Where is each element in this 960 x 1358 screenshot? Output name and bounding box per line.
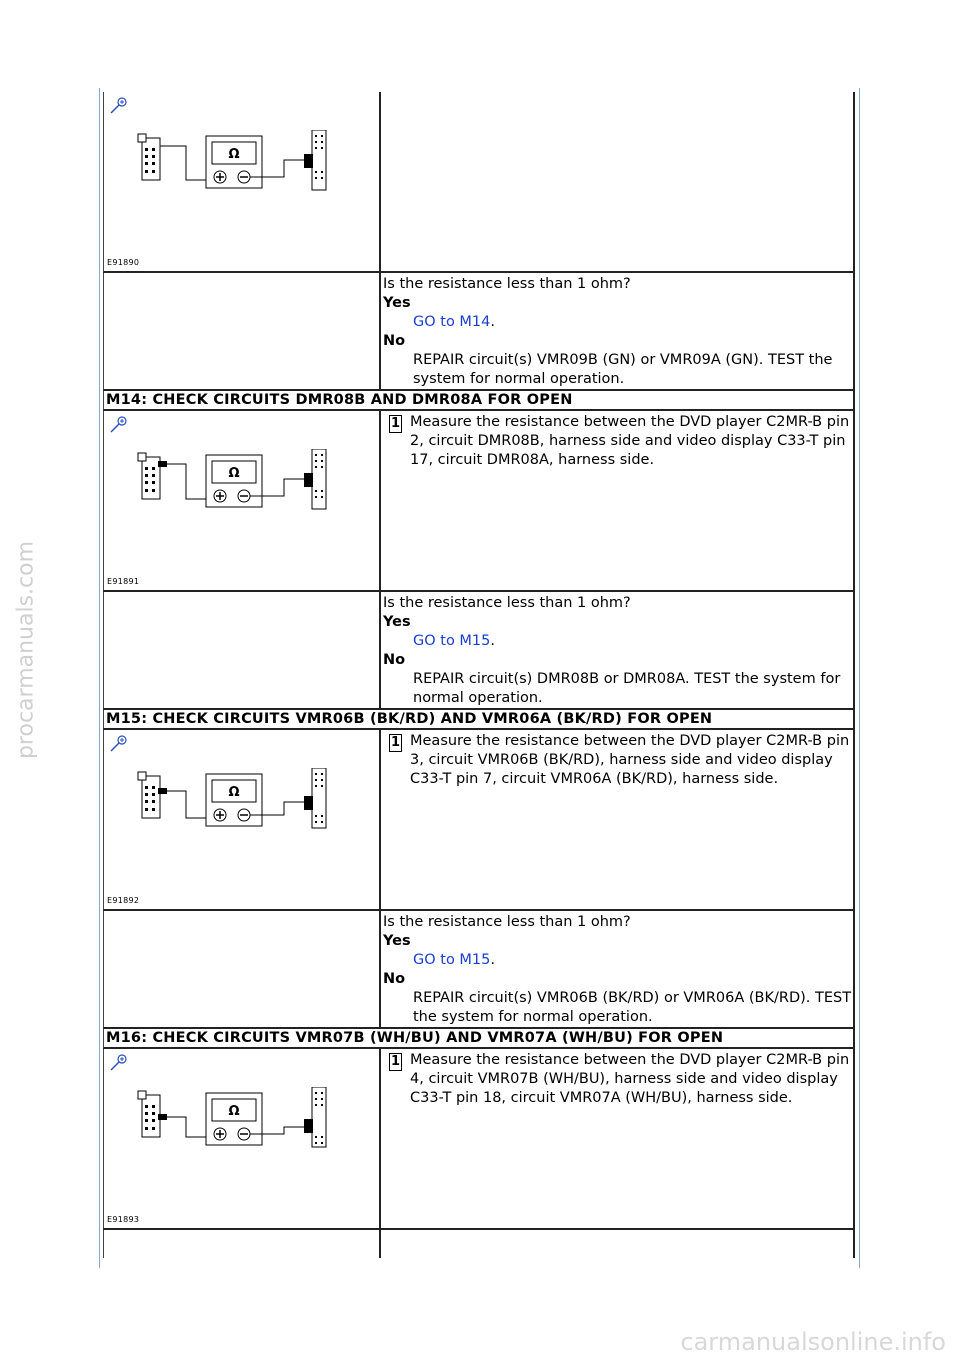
image-row [103,1049,855,1230]
step-cell [381,730,855,911]
yes-label: Yes [383,933,411,949]
figure-cell [103,411,381,592]
multimeter-diagram [136,130,346,205]
question-text: Is the resistance less than 1 ohm? [383,595,631,611]
figure-cell [103,92,381,273]
figure-cell [103,1049,381,1230]
watermark-text: procarmanuals.com [13,540,39,760]
image-row [103,92,855,273]
footer-watermark: carmanualsonline.info [680,1328,946,1356]
no-action: REPAIR circuit(s) VMR06B (BK/RD) or VMR06A (BK/RD). TEST the system for normal operation. [413,990,852,1025]
frame-left-line [99,88,100,1268]
step-number: 1 [390,735,401,750]
zoom-icon[interactable] [108,415,128,435]
answer-cell [381,273,855,391]
step-text: Measure the resistance between the DVD player C2MR-B pin 3, circuit VMR06B (BK/RD), harness side and video display C33-T pin 7, circuit VMR06A (BK/RD), harness side. [410,733,850,787]
step-item [383,732,853,789]
question-text: Is the resistance less than 1 ohm? [383,276,631,292]
multimeter-diagram [136,449,346,524]
answer-row [103,911,855,1029]
figure-id: E91893 [107,1215,140,1224]
svg-text:Ω: Ω [228,466,240,481]
figure-id: E91892 [107,896,140,905]
answer-row [103,592,855,710]
frame-right-line [859,88,860,1268]
empty-cell [103,273,381,391]
step-cell [381,92,855,273]
yes-action: GO to M14. [413,314,495,330]
step-item [383,413,853,470]
no-action: REPAIR circuit(s) DMR08B or DMR08A. TEST the system for normal operation. [413,671,841,706]
empty-cell [103,592,381,710]
answer-cell [381,911,855,1029]
step-number: 1 [390,416,401,431]
yes-action: GO to M15. [413,952,495,968]
section-heading: M15: CHECK CIRCUITS VMR06B (BK/RD) AND VMR06A (BK/RD) FOR OPEN [103,710,855,730]
procedure-table [103,92,855,1258]
svg-text:Ω: Ω [228,147,240,162]
step-text: Measure the resistance between the DVD player C2MR-B pin 2, circuit DMR08B, harness side and video display C33-T pin 17, circuit DMR08A, harness side. [410,414,850,468]
step-item [383,1051,853,1108]
question-text: Is the resistance less than 1 ohm? [383,914,631,930]
yes-label: Yes [383,295,411,311]
figure-cell [103,730,381,911]
figure-id: E91891 [107,577,140,586]
section-heading: M16: CHECK CIRCUITS VMR07B (WH/BU) AND VMR07A (WH/BU) FOR OPEN [103,1029,855,1049]
go-to-link[interactable]: GO to M15 [413,952,491,968]
step-number: 1 [390,1054,401,1069]
empty-cell [103,911,381,1029]
no-label: No [383,333,406,349]
answer-cell [381,592,855,710]
answer-row [103,273,855,391]
empty-cell [103,1230,381,1258]
watermark [6,520,46,780]
no-label: No [383,652,406,668]
svg-text:Ω: Ω [228,785,240,800]
image-row [103,411,855,592]
yes-action: GO to M15. [413,633,495,649]
figure-id: E91890 [107,258,140,267]
go-to-link[interactable]: GO to M14 [413,314,491,330]
multimeter-diagram [136,1087,346,1162]
yes-label: Yes [383,614,411,630]
empty-cell [381,1230,855,1258]
zoom-icon[interactable] [108,1053,128,1073]
no-label: No [383,971,406,987]
step-cell [381,1049,855,1230]
svg-text:Ω: Ω [228,1104,240,1119]
go-to-link[interactable]: GO to M15 [413,633,491,649]
no-action: REPAIR circuit(s) VMR09B (GN) or VMR09A (GN). TEST the system for normal operation. [413,352,833,387]
zoom-icon[interactable] [108,734,128,754]
step-text: Measure the resistance between the DVD player C2MR-B pin 4, circuit VMR07B (WH/BU), harness side and video display C33-T pin 18, circuit VMR07A (WH/BU), harness side. [410,1052,850,1106]
section-heading: M14: CHECK CIRCUITS DMR08B AND DMR08A FOR OPEN [103,391,855,411]
multimeter-diagram [136,768,346,843]
image-row [103,730,855,911]
zoom-icon[interactable] [108,96,128,116]
step-cell [381,411,855,592]
trailing-row [103,1230,855,1258]
